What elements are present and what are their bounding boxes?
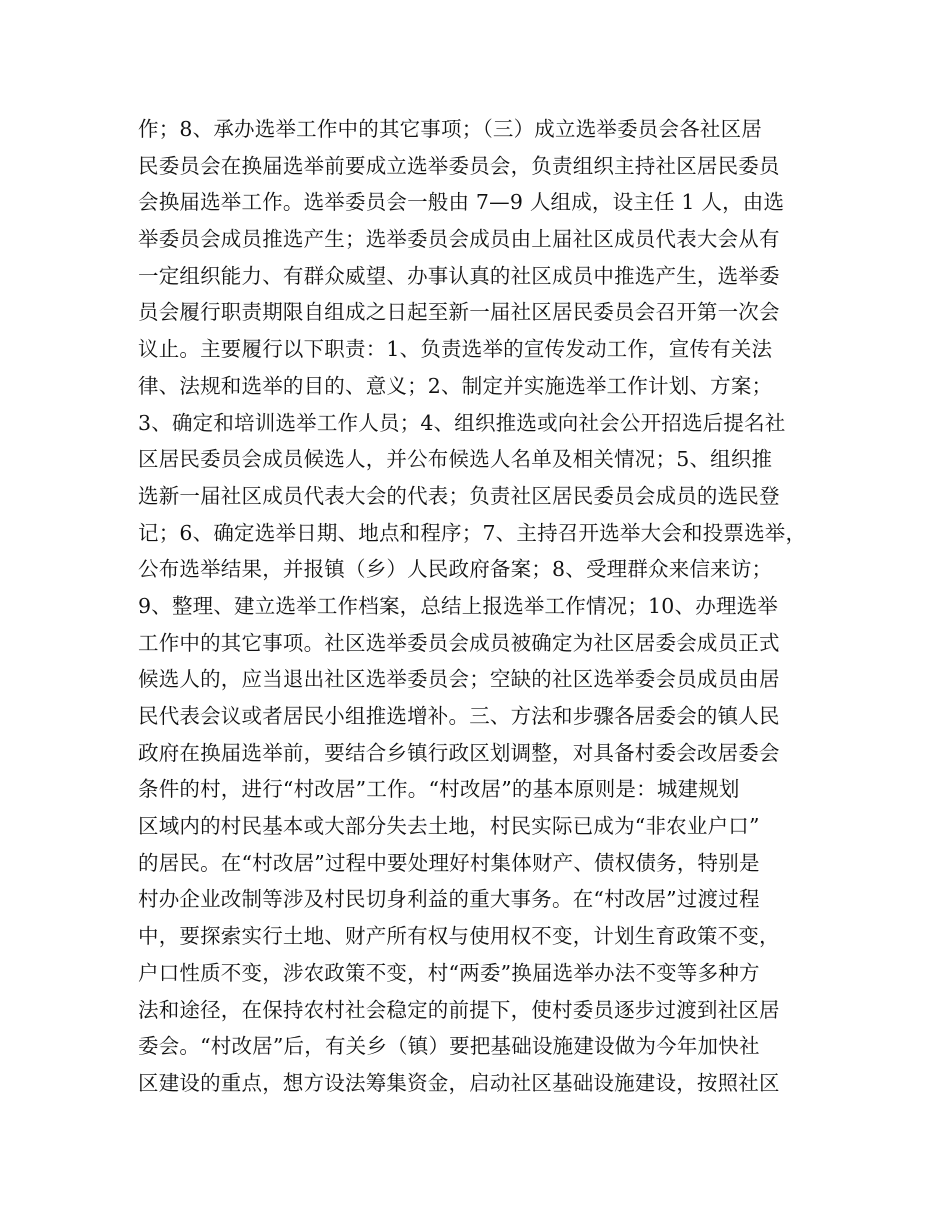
text-line: 法和途径，在保持农村社会稳定的前提下，使村委员逐步过渡到社区居 <box>138 997 780 1022</box>
text-line: 举委员会成员推选产生；选举委员会成员由上届社区成员代表大会从有 <box>138 227 780 252</box>
text-line: 村办企业改制等涉及村民切身利益的重大事务。在“村改居”过渡过程 <box>138 887 760 912</box>
text-line: 议止。主要履行以下职责：1、负责选举的宣传发动工作，宣传有关法 <box>138 337 773 362</box>
text-line: 委会。“村改居”后，有关乡（镇）要把基础设施建设做为今年加快社 <box>138 1034 760 1059</box>
text-line: 9、整理、建立选举工作档案，总结上报选举工作情况；10、办理选举 <box>138 593 779 618</box>
text-line: 候选人的，应当退出社区选举委员会；空缺的社区选举委会员成员由居 <box>138 667 780 692</box>
body-paragraph <box>138 111 814 1102</box>
text-line: 3、确定和培训选举工作人员；4、组织推选或向社会公开招选后提名社 <box>138 410 786 435</box>
text-line: 区居民委员会成员候选人，并公布候选人名单及相关情况；5、组织推 <box>138 447 773 472</box>
text-line: 政府在换届选举前，要结合乡镇行政区划调整，对具备村委会改居委会 <box>138 740 780 765</box>
text-line: 民代表会议或者居民小组推选增补。三、方法和步骤各居委会的镇人民 <box>138 704 780 728</box>
text-line: 记；6、确定选举日期、地点和程序；7、主持召开选举大会和投票选举， <box>138 520 807 545</box>
text-line: 条件的村，进行“村改居”工作。“村改居”的基本原则是：城建规划 <box>138 777 740 802</box>
text-line: 律、法规和选举的目的、意义；2、制定并实施选举工作计划、方案； <box>138 373 773 398</box>
text-line: 公布选举结果，并报镇（乡）人民政府备案；8、受理群众来信来访； <box>138 557 773 582</box>
text-line: 作；8、承办选举工作中的其它事项；（三）成立选举委员会各社区居 <box>138 117 762 141</box>
text-line: 民委员会在换届选举前要成立选举委员会，负责组织主持社区居民委员 <box>138 153 780 178</box>
text-line: 区建设的重点，想方设法筹集资金，启动社区基础设施建设，按照社区 <box>138 1070 780 1095</box>
text-line: 员会履行职责期限自组成之日起至新一届社区居民委员会召开第一次会 <box>138 300 780 325</box>
text-line: 一定组织能力、有群众威望、办事认真的社区成员中推选产生，选举委 <box>138 263 780 288</box>
text-line: 的居民。在“村改居”过程中要处理好村集体财产、债权债务，特别是 <box>138 850 760 875</box>
text-line: 会换届选举工作。选举委员会一般由 7—9 人组成，设主任 1 人，由选 <box>138 190 785 215</box>
text-line: 中，要探索实行土地、财产所有权与使用权不变，计划生育政策不变， <box>138 924 780 949</box>
text-line: 工作中的其它事项。社区选举委员会成员被确定为社区居委会成员正式 <box>138 630 780 655</box>
text-line: 区域内的村民基本或大部分失去土地，村民实际已成为“非农业户口” <box>138 814 760 839</box>
text-line: 户口性质不变，涉农政策不变，村“两委”换届选举办法不变等多种方 <box>138 960 760 985</box>
text-line: 选新一届社区成员代表大会的代表；负责社区居民委员会成员的选民登 <box>138 483 780 508</box>
